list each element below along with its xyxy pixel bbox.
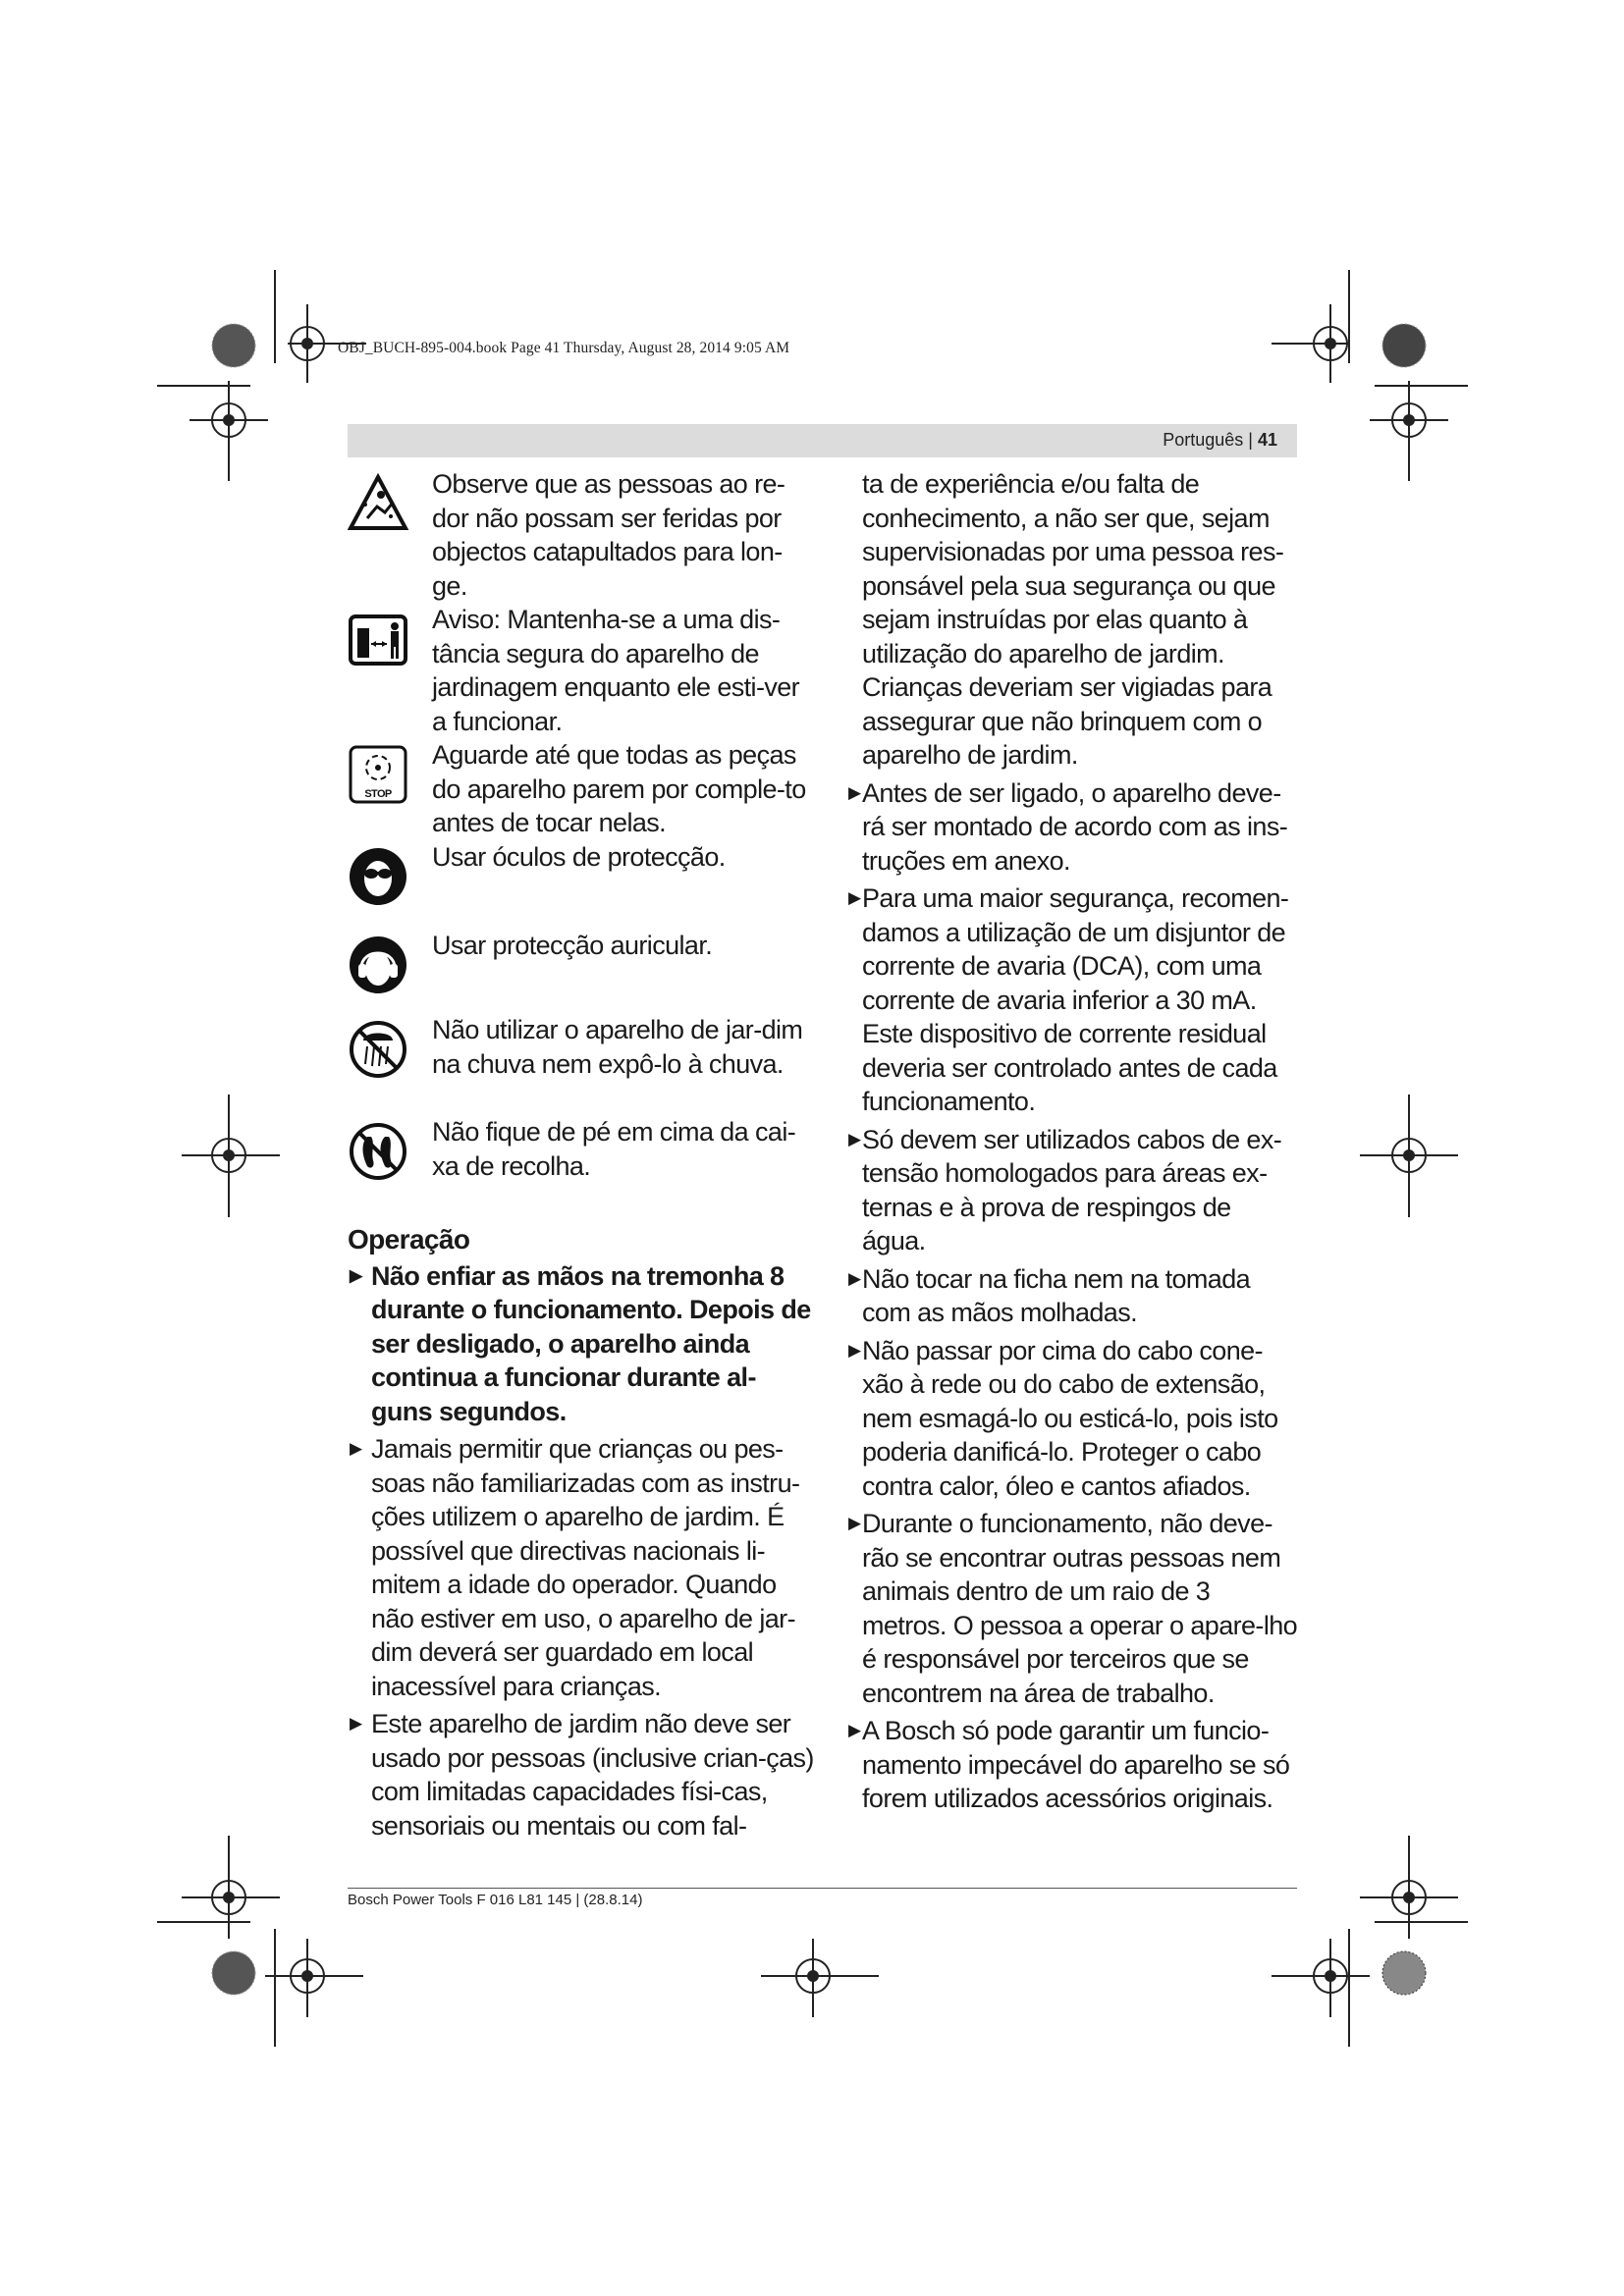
footer-rule [348,1888,1297,1889]
bullet-item: ▶ Não passar por cima do cabo cone-xão à rede ou do cabo de extensão, nem esmagá-lo ou esticá-lo, pois isto poderia danificá-lo. Proteger o cabo contra calor, óleo e cantos afiados. [846,1334,1298,1504]
print-slug: OBJ_BUCH-895-004.book Page 41 Thursday, August 28, 2014 9:05 AM [338,340,790,356]
no-rain-icon [348,1019,408,1080]
symbol-text: Não fique de pé em cima da cai-xa de recolha. [432,1117,796,1181]
header-separator: | [1243,430,1258,450]
symbol-text: Não utilizar o aparelho de jar-dim na chuva nem expô-lo à chuva. [432,1015,803,1079]
symbol-text: Observe que as pessoas ao re-dor não possam ser feridas por objectos catapultados para lon-ge. [432,469,785,601]
symbol-row [348,1115,814,1184]
symbol-row [348,603,814,738]
header-page-number: 41 [1257,430,1277,450]
section-title: Operação [348,1224,470,1255]
header-text [1163,430,1277,451]
bullet-item: ▶ Este aparelho de jardim não deve ser usado por pessoas (inclusive crian-ças) com limitadas capacidades físi-cas, sensoriais ou mentais ou com fal- [348,1707,814,1842]
bullet-item: ▶ Durante o funcionamento, não deve-rão se encontrar outras pessoas nem animais dentro de um raio de 3 metros. O pessoa a operar o apare-lho é responsável por terceiros que se encontrem na área de trabalho. [846,1507,1298,1710]
page-footer: Bosch Power Tools F 016 L81 145 | (28.8.14) [348,1892,643,1908]
symbol-row [348,738,814,840]
symbol-row [348,929,814,1013]
right-column [846,467,1298,1816]
bullet-item: ▶ A Bosch só pode garantir um funcio-namento impecável do aparelho se só forem utilizados acessórios originais. [846,1714,1298,1816]
symbol-text: Usar protecção auricular. [432,931,713,960]
symbol-row [348,1013,814,1115]
stop-rotation-icon [348,744,408,805]
left-column [348,467,814,1842]
header-language: Português [1163,430,1244,450]
thrown-objects-icon [348,473,408,534]
safe-distance-icon [348,609,408,669]
stop-label: STOP [364,788,392,800]
symbol-row [348,840,814,929]
symbol-row [348,467,814,603]
page-header [348,424,1297,457]
symbol-text: Aviso: Mantenha-se a uma dis-tância segura do aparelho de jardinagem enquanto ele esti-ver a funcionar. [432,605,800,736]
ear-protection-icon [348,934,408,995]
bullet-item: ▶ Não tocar na ficha nem na tomada com as mãos molhadas. [846,1262,1298,1330]
continuation-text: ta de experiência e/ou falta de conhecimento, a não ser que, sejam supervisionadas por uma pessoa res-ponsável pela sua segurança ou que sejam instruídas por elas quanto à utilização do aparelho de jardim. Crianças deveriam ser vigiadas para assegurar que não brinquem com o aparelho de jardim. [862,469,1284,770]
eye-protection-icon [348,846,408,907]
bullet-item: ▶ Antes de ser ligado, o aparelho deve-rá ser montado de acordo com as ins-truções em anexo. [846,776,1298,879]
bold-bullet: ▶ Não enfiar as mãos na tremonha 8 durante o funcionamento. Depois de ser desligado, o aparelho ainda continua a funcionar durante al-guns segundos. [348,1259,814,1429]
bullet-item: ▶ Só devem ser utilizados cabos de ex-tensão homologados para áreas ex-ternas e à prova de respingos de água. [846,1123,1298,1258]
bullet-item: ▶ Para uma maior segurança, recomen-damos a utilização de um disjuntor de corrente de avaria (DCA), com uma corrente de avaria inferior a 30 mA. Este dispositivo de corrente residual deveria ser controlado antes de cada funcionamento. [846,881,1298,1119]
symbol-text: Usar óculos de protecção. [432,842,726,872]
no-standing-icon [348,1121,408,1182]
symbol-text: Aguarde até que todas as peças do aparelho parem por comple-to antes de tocar nelas. [432,740,806,837]
bullet-item: ▶ Jamais permitir que crianças ou pes-soas não familiarizadas com as instru-ções utilizem o aparelho de jardim. É possível que directivas nacionais li-mitem a idade do operador. Quando não estiver em uso, o aparelho de jar-dim deverá ser guardado em local inacessível para crianças. [348,1432,814,1703]
